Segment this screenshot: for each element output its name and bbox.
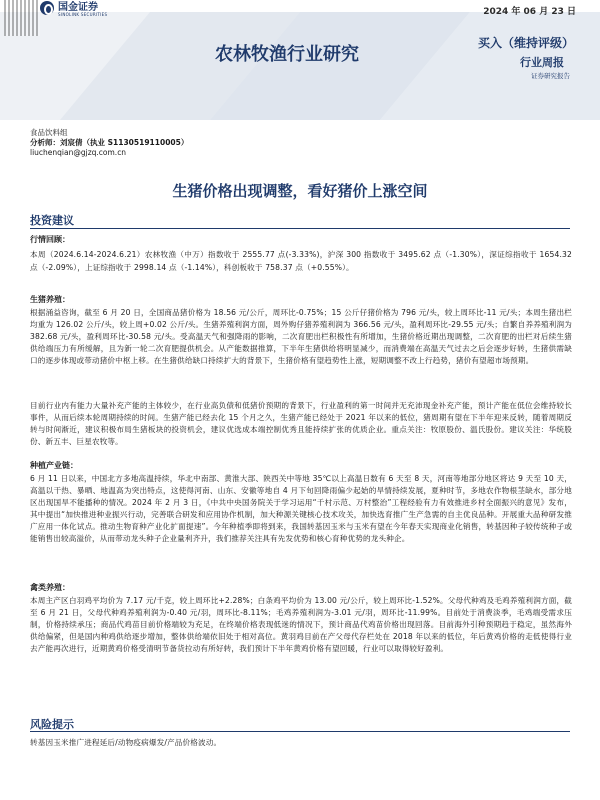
qr-code [4, 0, 40, 36]
rating-label: 买入（维持评级） [478, 36, 575, 50]
logo-icon [40, 1, 54, 15]
section-title-investment: 投资建议 [30, 214, 74, 227]
report-date: 2024 年 06 月 23 日 [483, 7, 576, 17]
logo-subtitle: SINOLINK SECURITIES [58, 12, 108, 17]
logo-name: 国金证券 [58, 2, 98, 13]
analyst-name: 分析师：刘宸倩（执业 S1130519110005） [30, 138, 189, 147]
poultry-paragraph: 本周主产区白羽鸡平均价为 7.17 元/千克，较上周环比+2.28%；白条鸡平均价为 13.00 元/公斤，较上周环比-1.52%。父母代种鸡及毛鸡养殖利润方面，截至 6 月 21 日，父母代种鸡养殖利润为-0.40 元/羽，周环比-8.11%；毛鸡养殖利润为-3.01 元/羽，周环比-11.99%。目前处于消费淡季，毛鸡端受需求压制，价格持续承压；商品代鸡苗目前价格端较为充足，在终端价格表现低迷的情况下，预计商品代鸡苗价格出现回落。目前海外引种预期趋于稳定，虽然海外供给偏紧，但是国内种鸡供给逐步增加，整体供给端依旧处于相对高位。黄羽鸡目前在产父母代存栏处在 2018 年以来的低位，年后黄鸡价格的走低使得行业去产能再次进行，近期黄鸡价格受清明节备货拉动有所好转，我们预计下半年黄鸡价格有望回暖，行业可以取得较好盈利。 [30, 596, 572, 653]
poultry-heading: 禽类养殖： [30, 583, 70, 592]
report-headline: 生猪价格出现调整，看好猪价上涨空间 [172, 182, 428, 200]
review-heading: 行情回顾： [30, 235, 70, 244]
report-type: 行业周报 [520, 56, 564, 69]
report-subtype: 证券研究报告 [531, 72, 570, 80]
author-block [30, 128, 188, 158]
hog-paragraph-2: 目前行业内有能力大量补充产能的主体较少，在行业高负债和低猪价预期的背景下，行业盈利的第一时间并无充沛现金补充产能，预计产能在低位会维持较长事件，从而后续本轮周期持续的时间。生猪产能已经去化 15 个月之久，生猪产能已经处于 2021 年以来的低位，猪周期有望在下半年迎来反转，随着周期反转与时间渐近，建议积极布局生猪板块的投资机会，建议优选成本端控制优秀且能持续扩张的优质企业。重点关注：牧原股份、温氏股份。建议关注：华统股份、新五丰、巨星农牧等。 [30, 401, 572, 446]
report-title: 农林牧渔行业研究 [215, 44, 359, 65]
risk-divider [30, 731, 570, 732]
review-paragraph: 本周（2024.6.14-2024.6.21）农林牧渔（中万）指数收于 2555.77 点(-3.33%)，沪深 300 指数收于 3495.62 点（-1.30%），深证综指收于 1654.32 点（-2.09%），上证综指收于 2998.14 点（-1.14%），科创板收于 758.37 点（+0.55%）。 [30, 250, 572, 272]
team-name: 食品饮料组 [30, 128, 68, 137]
section-divider [30, 228, 570, 229]
seed-paragraph: 6 月 11 日以来，中国北方多地高温持续，华北中南部、黄淮大部、陕西关中等地 35℃以上高温日数有 6 天至 8 天，河南等地部分地区将达 9 天至 10 天，高温以干热、暴晒、地温高为突出特点，这使得河南、山东、安徽等地自 4 月下旬回降雨偏少起始的旱情持续发展，夏种时节，多地农作物根茎缺水，部分地区出现国旱不能播种的情况。2024 年 2 月 3 日，《中共中央国务院关于学习运用“千村示范、万村整治”工程经验有力有效推进乡村全面振兴的意见》发布，其中提出“加快推进种业振兴行动，完善联合研发和应用协作机制，加大种源关键核心技术攻关，加快选育推广生产急需的自主优良品种。开展重大品种研发推广应用一体化试点。推动生物育种产业化扩面提速”。今年种植季即将到来，我国转基因玉米与玉米有望在今年春天实现商业化销售，转基因种子较传统种子或能销售出较高溢价，从而带动龙头种子企业量利齐升，我们推荐关注具有先发优势和核心育种优势的龙头种企。 [30, 474, 572, 543]
risk-paragraph: 转基因玉米推广进程延后/动物疫病爆发/产品价格波动。 [30, 738, 222, 747]
report-header [0, 0, 600, 120]
analyst-email: liuchenqian@gjzq.com.cn [30, 148, 127, 157]
hog-heading: 生猪养殖： [30, 295, 70, 304]
hog-paragraph: 根据涌益咨询，截至 6 月 20 日，全国商品猪价格为 18.56 元/公斤，周环比-0.75%；15 公斤仔猪价格为 796 元/头，较上周环比-11 元/头；本周生猪出栏均重为 126.02 公斤/头，较上周+0.02 公斤/头。生猪养殖利润方面，周外购仔猪养殖利润为 366.56 元/头，盈利周环比-29.55 元/头；自繁自养养殖利润为 382.68 元/头，盈利周环比-30.58 元/头。受高温天气和强降雨的影响，二次育肥出栏积极性有所增加，生猪价格近期出现调整，二次育肥的出栏对后续生猪供给端压力有所缓解，且为新一轮二次育肥提供机会。从产能数据推算，下半年生猪供给将明显减少，而消费端在高温天气过去之后会逐步好转，生猪供需缺口的逐步体现或带动猪价中枢上移。在生猪供给缺口持续扩大的背景下，生猪价格有望趋势性上涨，短期调整不改上行趋势，猪价有望超市场预期。 [30, 308, 572, 365]
seed-heading: 种植产业链： [30, 461, 78, 470]
section-title-risk: 风险提示 [30, 718, 74, 731]
